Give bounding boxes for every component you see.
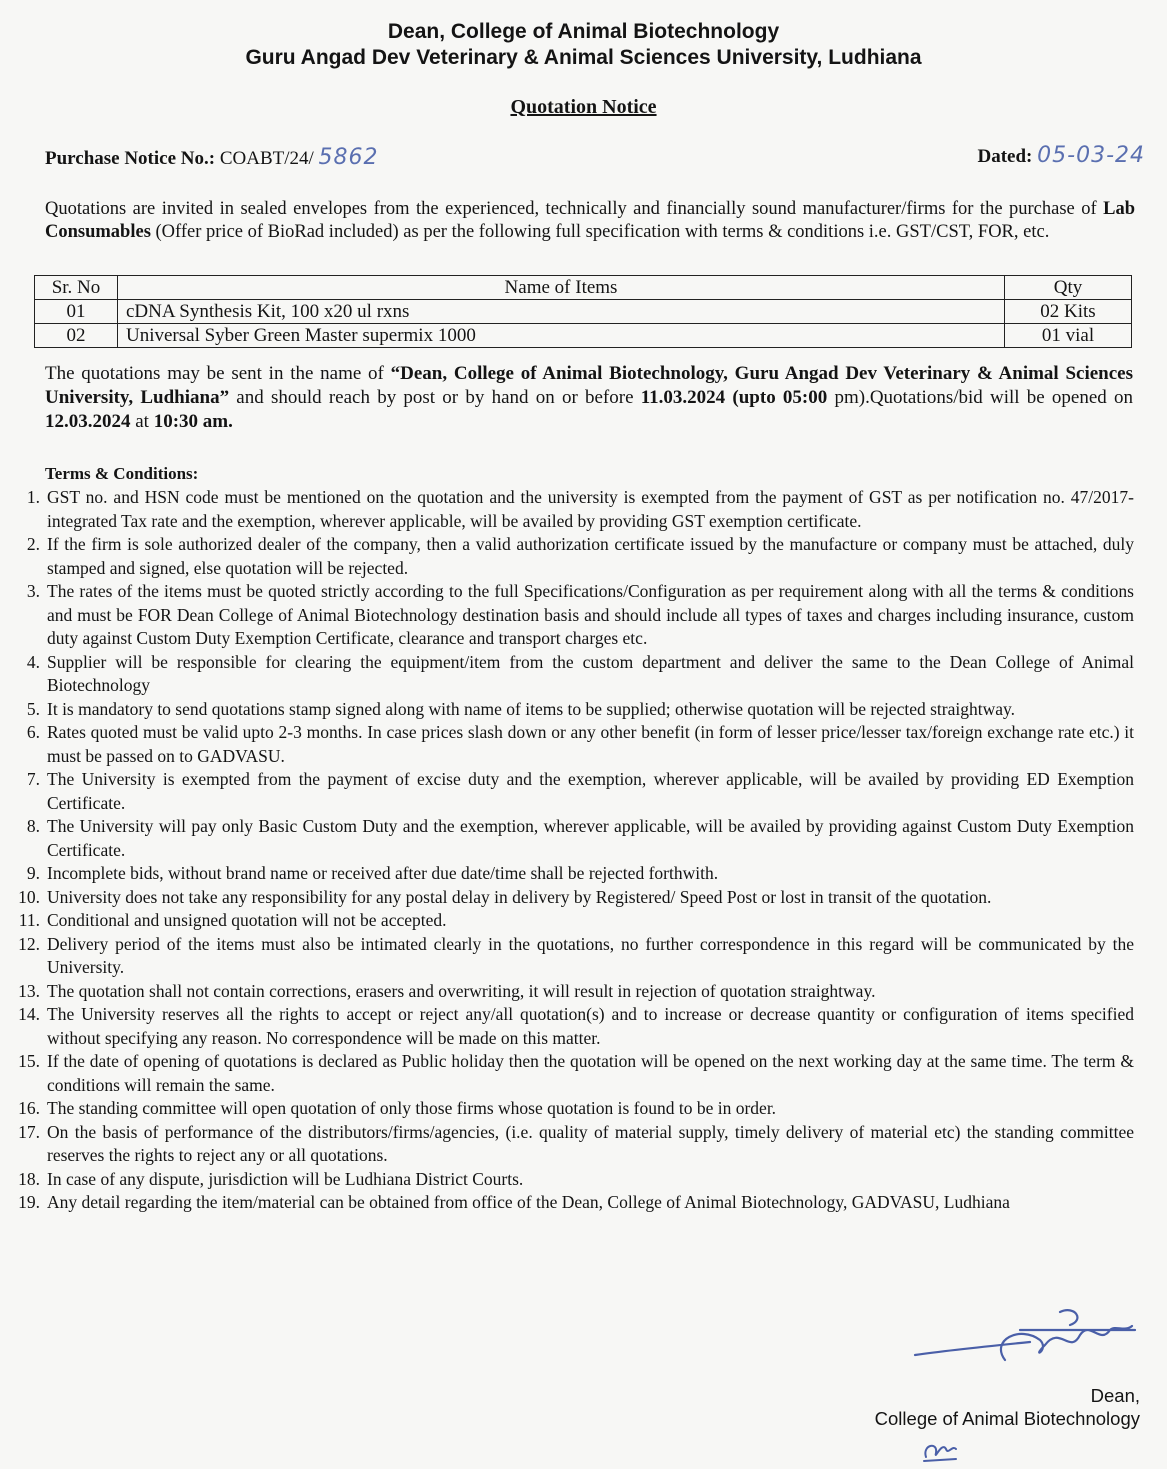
- list-item: [0, 1191, 1134, 1215]
- term-number: 11.: [18, 910, 40, 930]
- term-text: The rates of the items must be quoted strictly according to the full Specifications/Configuration as per requirement along with all the terms & conditions and must be FOR Dean College of Animal Biotechnology destination basis and should include all types of taxes and charges including insurance, custom duty against Custom Duty Exemption Certificate, clearance and transport charges etc.: [47, 581, 1134, 648]
- list-item: [0, 815, 1134, 862]
- opening-time: 10:30 am.: [153, 411, 233, 432]
- items-table: [34, 275, 1132, 348]
- list-item: [0, 1050, 1134, 1097]
- column-header-name: Name of Items: [118, 276, 1005, 300]
- cell-item-name: Universal Syber Green Master supermix 1000: [118, 324, 1005, 348]
- table-row: [35, 324, 1132, 348]
- signatory-title: [875, 1384, 1140, 1430]
- header-line-1: Dean, College of Animal Biotechnology: [387, 20, 780, 43]
- list-item: [0, 862, 1134, 886]
- column-header-sr: Sr. No: [35, 276, 118, 300]
- list-item: [0, 1097, 1134, 1121]
- term-text: The quotation shall not contain corrections, erasers and overwriting, it will result in rejection of quotation straightway.: [47, 980, 876, 1001]
- signature-block: [874, 1300, 1140, 1468]
- list-item: [0, 580, 1134, 651]
- signatory-title-line-1: Dean,: [1090, 1385, 1140, 1406]
- submission-paragraph: [45, 362, 1133, 434]
- submission-text-3: pm).Quotations/bid will be opened on: [827, 387, 1134, 408]
- table-row: [35, 300, 1132, 324]
- table-header-row: [35, 276, 1132, 300]
- term-text: In case of any dispute, jurisdiction will be Ludhiana District Courts.: [47, 1168, 524, 1189]
- submission-addressee: “Dean, College of Animal Biotechnology, Guru Angad Dev Veterinary & Animal Sciences University, Ludhiana”: [45, 363, 1133, 408]
- intro-text-2: (Offer price of BioRad included) as per the following full specification with terms & conditions i.e. GST/CST, FOR, etc.: [150, 222, 1050, 242]
- list-item: [0, 886, 1134, 910]
- intro-text-1: Quotations are invited in sealed envelopes from the experienced, technically and financially sound manufacturer/firms for the purchase of: [45, 199, 1104, 219]
- dated-label: Dated:: [977, 146, 1033, 167]
- term-number: 4.: [26, 651, 40, 672]
- cell-qty: 02 Kits: [1005, 300, 1132, 324]
- term-number: 3.: [26, 581, 40, 601]
- term-text: Delivery period of the items must also be intimated clearly in the quotations, no further correspondence in this regard will be communicated by the University.: [47, 933, 1134, 977]
- term-text: Conditional and unsigned quotation will not be accepted.: [47, 910, 447, 930]
- term-text: It is mandatory to send quotations stamp signed along with name of items to be supplied; otherwise quotation will be rejected straightway.: [47, 698, 1015, 719]
- intro-paragraph: [45, 198, 1135, 244]
- page-title: Quotation Notice: [510, 96, 657, 118]
- term-number: 2.: [26, 534, 40, 554]
- term-text: The University is exempted from the payment of excise duty and the exemption, wherever applicable, will be availed by providing ED Exemption Certificate.: [47, 769, 1134, 813]
- term-text: Any detail regarding the item/material can be obtained from office of the Dean, College of Animal Biotechnology, GADVASU, Ludhiana: [47, 1192, 1010, 1212]
- submission-deadline: 11.03.2024 (upto 05:00: [640, 387, 828, 408]
- list-item: [0, 980, 1134, 1004]
- term-text: On the basis of performance of the distributors/firms/agencies, (i.e. quality of material supply, timely delivery of material etc) the standing committee reserves the rights to reject any or all quotations.: [47, 1121, 1134, 1165]
- term-text: The University reserves all the rights to accept or reject any/all quotation(s) and to increase or decrease quantity or configuration of items specified without specifying any reason. No correspondence will be made on this matter.: [47, 1004, 1134, 1048]
- term-number: 14.: [18, 1004, 40, 1024]
- column-header-qty: Qty: [1005, 276, 1132, 300]
- submission-text-2: and should reach by post or by hand on or before: [229, 387, 641, 408]
- list-item: [0, 1168, 1134, 1192]
- terms-heading: Terms & Conditions:: [45, 464, 199, 483]
- cell-qty: 01 vial: [1005, 324, 1132, 348]
- submission-text-4: at: [130, 411, 154, 432]
- term-number: 8.: [26, 816, 40, 836]
- purchase-notice-label: Purchase Notice No.:: [45, 148, 216, 169]
- term-number: 13.: [18, 980, 40, 1001]
- purchase-notice-handwritten-number: 5862: [318, 145, 379, 170]
- term-number: 15.: [18, 1051, 40, 1071]
- term-text: The standing committee will open quotation of only those firms whose quotation is found to be in order.: [47, 1098, 777, 1118]
- list-item: [0, 533, 1134, 580]
- term-number: 5.: [26, 698, 40, 719]
- term-number: 16.: [18, 1098, 40, 1118]
- list-item: [0, 486, 1134, 533]
- header-line-2: Guru Angad Dev Veterinary & Animal Sciences University, Ludhiana: [245, 46, 922, 69]
- term-number: 9.: [26, 863, 40, 883]
- purchase-notice-number-prefix: COABT/24/: [219, 148, 314, 169]
- term-number: 7.: [26, 769, 40, 789]
- term-number: 12.: [18, 933, 40, 954]
- term-number: 6.: [26, 722, 40, 742]
- term-text: The University will pay only Basic Custom Duty and the exemption, wherever applicable, will be availed by providing against Custom Duty Exemption Certificate.: [47, 816, 1134, 860]
- list-item: [0, 909, 1134, 933]
- purchase-notice-row: [45, 145, 1145, 170]
- term-text: Rates quoted must be valid upto 2-3 months. In case prices slash down or any other benefit (in form of lesser price/lesser tax/foreign exchange rate etc.) it must be passed on to GADVASU.: [47, 722, 1134, 766]
- term-number: 1.: [26, 487, 40, 507]
- cell-item-name: cDNA Synthesis Kit, 100 x20 ul rxns: [118, 300, 1005, 324]
- term-text: GST no. and HSN code must be mentioned on the quotation and the university is exempted from the payment of GST as per notification no. 47/2017-integrated Tax rate and the exemption, wherever applicable, will be availed by providing GST exemption certificate.: [47, 487, 1134, 531]
- submission-text-1: The quotations may be sent in the name of: [45, 363, 391, 384]
- handwritten-initials: [920, 1435, 960, 1465]
- opening-date: 12.03.2024: [45, 411, 131, 432]
- dated-handwritten-value: 05-03-24: [1037, 143, 1145, 168]
- intro-bold-item: Lab Consumables: [45, 199, 1135, 242]
- term-number: 10.: [18, 886, 40, 907]
- list-item: [0, 1003, 1134, 1050]
- list-item: [0, 651, 1134, 698]
- terms-list: [0, 486, 1134, 1215]
- cell-sr: 02: [35, 324, 118, 348]
- list-item: [0, 698, 1134, 722]
- term-text: If the date of opening of quotations is declared as Public holiday then the quotation will be opened on the next working day at the same time. The term & conditions will remain the same.: [47, 1051, 1134, 1095]
- handwritten-signature: [910, 1300, 1140, 1380]
- term-text: Incomplete bids, without brand name or received after due date/time shall be rejected forthwith.: [47, 863, 719, 883]
- term-number: 19.: [18, 1192, 40, 1212]
- term-text: University does not take any responsibility for any postal delay in delivery by Registered/ Speed Post or lost in transit of the quotation.: [47, 886, 992, 907]
- term-number: 17.: [18, 1121, 40, 1142]
- term-text: If the firm is sole authorized dealer of the company, then a valid authorization certificate issued by the manufacture or company must be attached, duly stamped and signed, else quotation will be rejected.: [47, 534, 1134, 578]
- list-item: [0, 721, 1134, 768]
- term-text: Supplier will be responsible for clearing the equipment/item from the custom department and deliver the same to the Dean College of Animal Biotechnology: [47, 651, 1134, 695]
- dated-block: [978, 143, 1146, 168]
- list-item: [0, 933, 1134, 980]
- signatory-title-line-2: College of Animal Biotechnology: [874, 1408, 1140, 1429]
- term-number: 18.: [18, 1168, 40, 1189]
- list-item: [0, 768, 1134, 815]
- cell-sr: 01: [35, 300, 118, 324]
- list-item: [0, 1121, 1134, 1168]
